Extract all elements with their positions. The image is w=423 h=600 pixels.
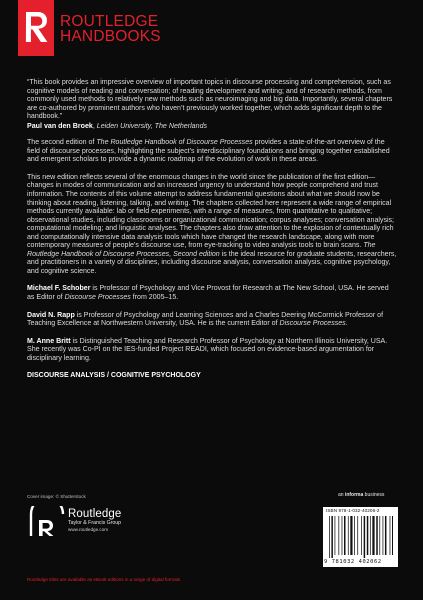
series-line-1: ROUTLEDGE [60, 13, 159, 30]
routledge-r-logo [18, 0, 54, 56]
editor-bio [27, 285, 397, 302]
barcode-bar [329, 516, 330, 558]
barcode-bar [338, 516, 339, 555]
p2-book-title: The Routledge Handbook of Discourse Processes, Second edition [27, 242, 376, 258]
p1-book-title: The Routledge Handbook of Discourse Processes [96, 139, 253, 147]
subject-categories: DISCOURSE ANALYSIS / COGNITIVE PSYCHOLOGY [27, 372, 201, 380]
editor-name: Michael F. Schober [27, 285, 91, 293]
editor-name: M. Anne Britt [27, 337, 71, 345]
publisher-group: Taylor & Francis Group [68, 520, 122, 526]
barcode-number: 9 781032 402062 [324, 559, 382, 565]
ebook-note: Routledge titles are available as eBook editions in a range of digital formats [27, 577, 181, 582]
editor-bio [27, 312, 397, 329]
bio-journal: Discourse Processes [64, 294, 131, 302]
barcode-bar [361, 516, 362, 555]
barcode-bar [370, 516, 371, 555]
barcode-bar [331, 516, 333, 558]
bio-text-b: from 2005–15. [130, 294, 179, 302]
barcode-bars [329, 516, 393, 558]
endorser-name: Paul van den Broek [27, 121, 93, 130]
p2-text-a: This new edition reflects several of the enormous changes in the world since the publication of the first edition—changes in modes of communication and an increased urgency to understand how people comprehend and trust information. The contents of this volume attempt to address fundamental questions about what we should now be thinking about reading, listening, talking, and writing. The chapters collected here represent a wide range of empirical methods currently available: lab or field experiments, with a range of measures, from quantitative to qualitative; observational studies, including classrooms or organizational communication; corpus analyses; conversation analysis; computational modeling; and linguistic analyses. The chapters also draw attention to the explosion of contextually rich and computationally intensive data analysis tools which have changed the research landscape, along with more contemporary measures of people’s discourse use, from eye-tracking to video analysis tools to brain scans. [27, 173, 395, 250]
bio-text-a: is Distinguished Teaching and Research Professor of Psychology at Northern Illinois University, USA. She recently was Co-PI on the IES-funded Project READI, which focused on evidence-based argumentation for disciplinary learning. [27, 337, 388, 362]
barcode-bar [385, 516, 387, 555]
cover-image-credit: Cover image: © Shutterstock [27, 494, 86, 499]
barcode-bar [357, 516, 358, 555]
informa-post: business [363, 492, 385, 498]
series-line-2: HANDBOOKS [60, 28, 161, 45]
blurb [27, 79, 397, 381]
barcode-bar [383, 516, 384, 555]
p2-text-b: is the ideal resource for graduate students, researchers, and practitioners in a variety of disciplines, including discourse analysis, conversation analysis, cognitive psychology, and cognitive science. [27, 250, 397, 275]
barcode-bar [390, 516, 391, 555]
routledge-logo-icon [27, 506, 67, 538]
p1-text-b: provides a state-of-the-art overview of the field of discourse processes, highlighting the subject’s interdisciplinary foundations and bringing together established and emergent scholars to provide a dynamic roadmap of the evolution of work in these areas. [27, 139, 390, 164]
informa-business-tag [338, 492, 384, 498]
bio-text-a: is Professor of Psychology and Vice Provost for Research at The New School, USA. He served as Editor of [27, 285, 389, 302]
barcode-bar [364, 516, 366, 558]
barcode-bar [379, 516, 380, 555]
endorser-affiliation: Leiden University, The Netherlands [96, 121, 208, 130]
bio-text-b: . [345, 320, 348, 328]
bio-journal: Discourse Processes [279, 320, 346, 328]
description-paragraph-2 [27, 174, 397, 277]
barcode [323, 507, 398, 567]
barcode-bar [344, 516, 346, 555]
barcode-bar [342, 516, 343, 555]
barcode-bar [376, 516, 378, 555]
description-paragraph-1 [27, 139, 397, 165]
cover-header [0, 0, 423, 58]
informa-pre: an [338, 492, 345, 498]
publisher-name: Routledge [68, 508, 122, 520]
publisher-url[interactable]: www.routledge.com [68, 527, 109, 532]
editor-name: David N. Rapp [27, 311, 75, 319]
informa-brand: informa [344, 492, 364, 498]
barcode-bar [348, 516, 349, 555]
barcode-bar [372, 516, 374, 555]
r-logo-icon [18, 0, 54, 56]
editor-bio [27, 338, 397, 364]
barcode-bar [335, 516, 336, 555]
isbn-label: ISBN 978-1-032-40206-2 [326, 508, 380, 513]
p1-text-a: The second edition of [27, 139, 97, 147]
barcode-bar [367, 516, 369, 555]
barcode-bar [350, 516, 352, 555]
publisher-block [68, 508, 121, 533]
barcode-bar [354, 516, 355, 555]
barcode-bar [392, 516, 393, 555]
bio-text-a: is Professor of Psychology and Learning Sciences and a Charles Deering McCormick Professor of Teaching Excellence at Northwestern University, USA. He is the current Editor of [27, 311, 384, 328]
endorsement-attribution: Paul van den Broek, Leiden University, The Netherlands [27, 121, 208, 130]
endorsement-quote: “This book provides an impressive overview of important topics in discourse processing and comprehension, such as cognitive models of reading and conversation; of reading development and writing; and of research methods, from commonly used methods to relatively new methods such as neuroimaging and big data. Importantly, several chapters are co-authored by prominent authors who haven’t previously worked together, which adds significant depth to the handbook.” [27, 79, 393, 121]
series-title [60, 14, 161, 44]
